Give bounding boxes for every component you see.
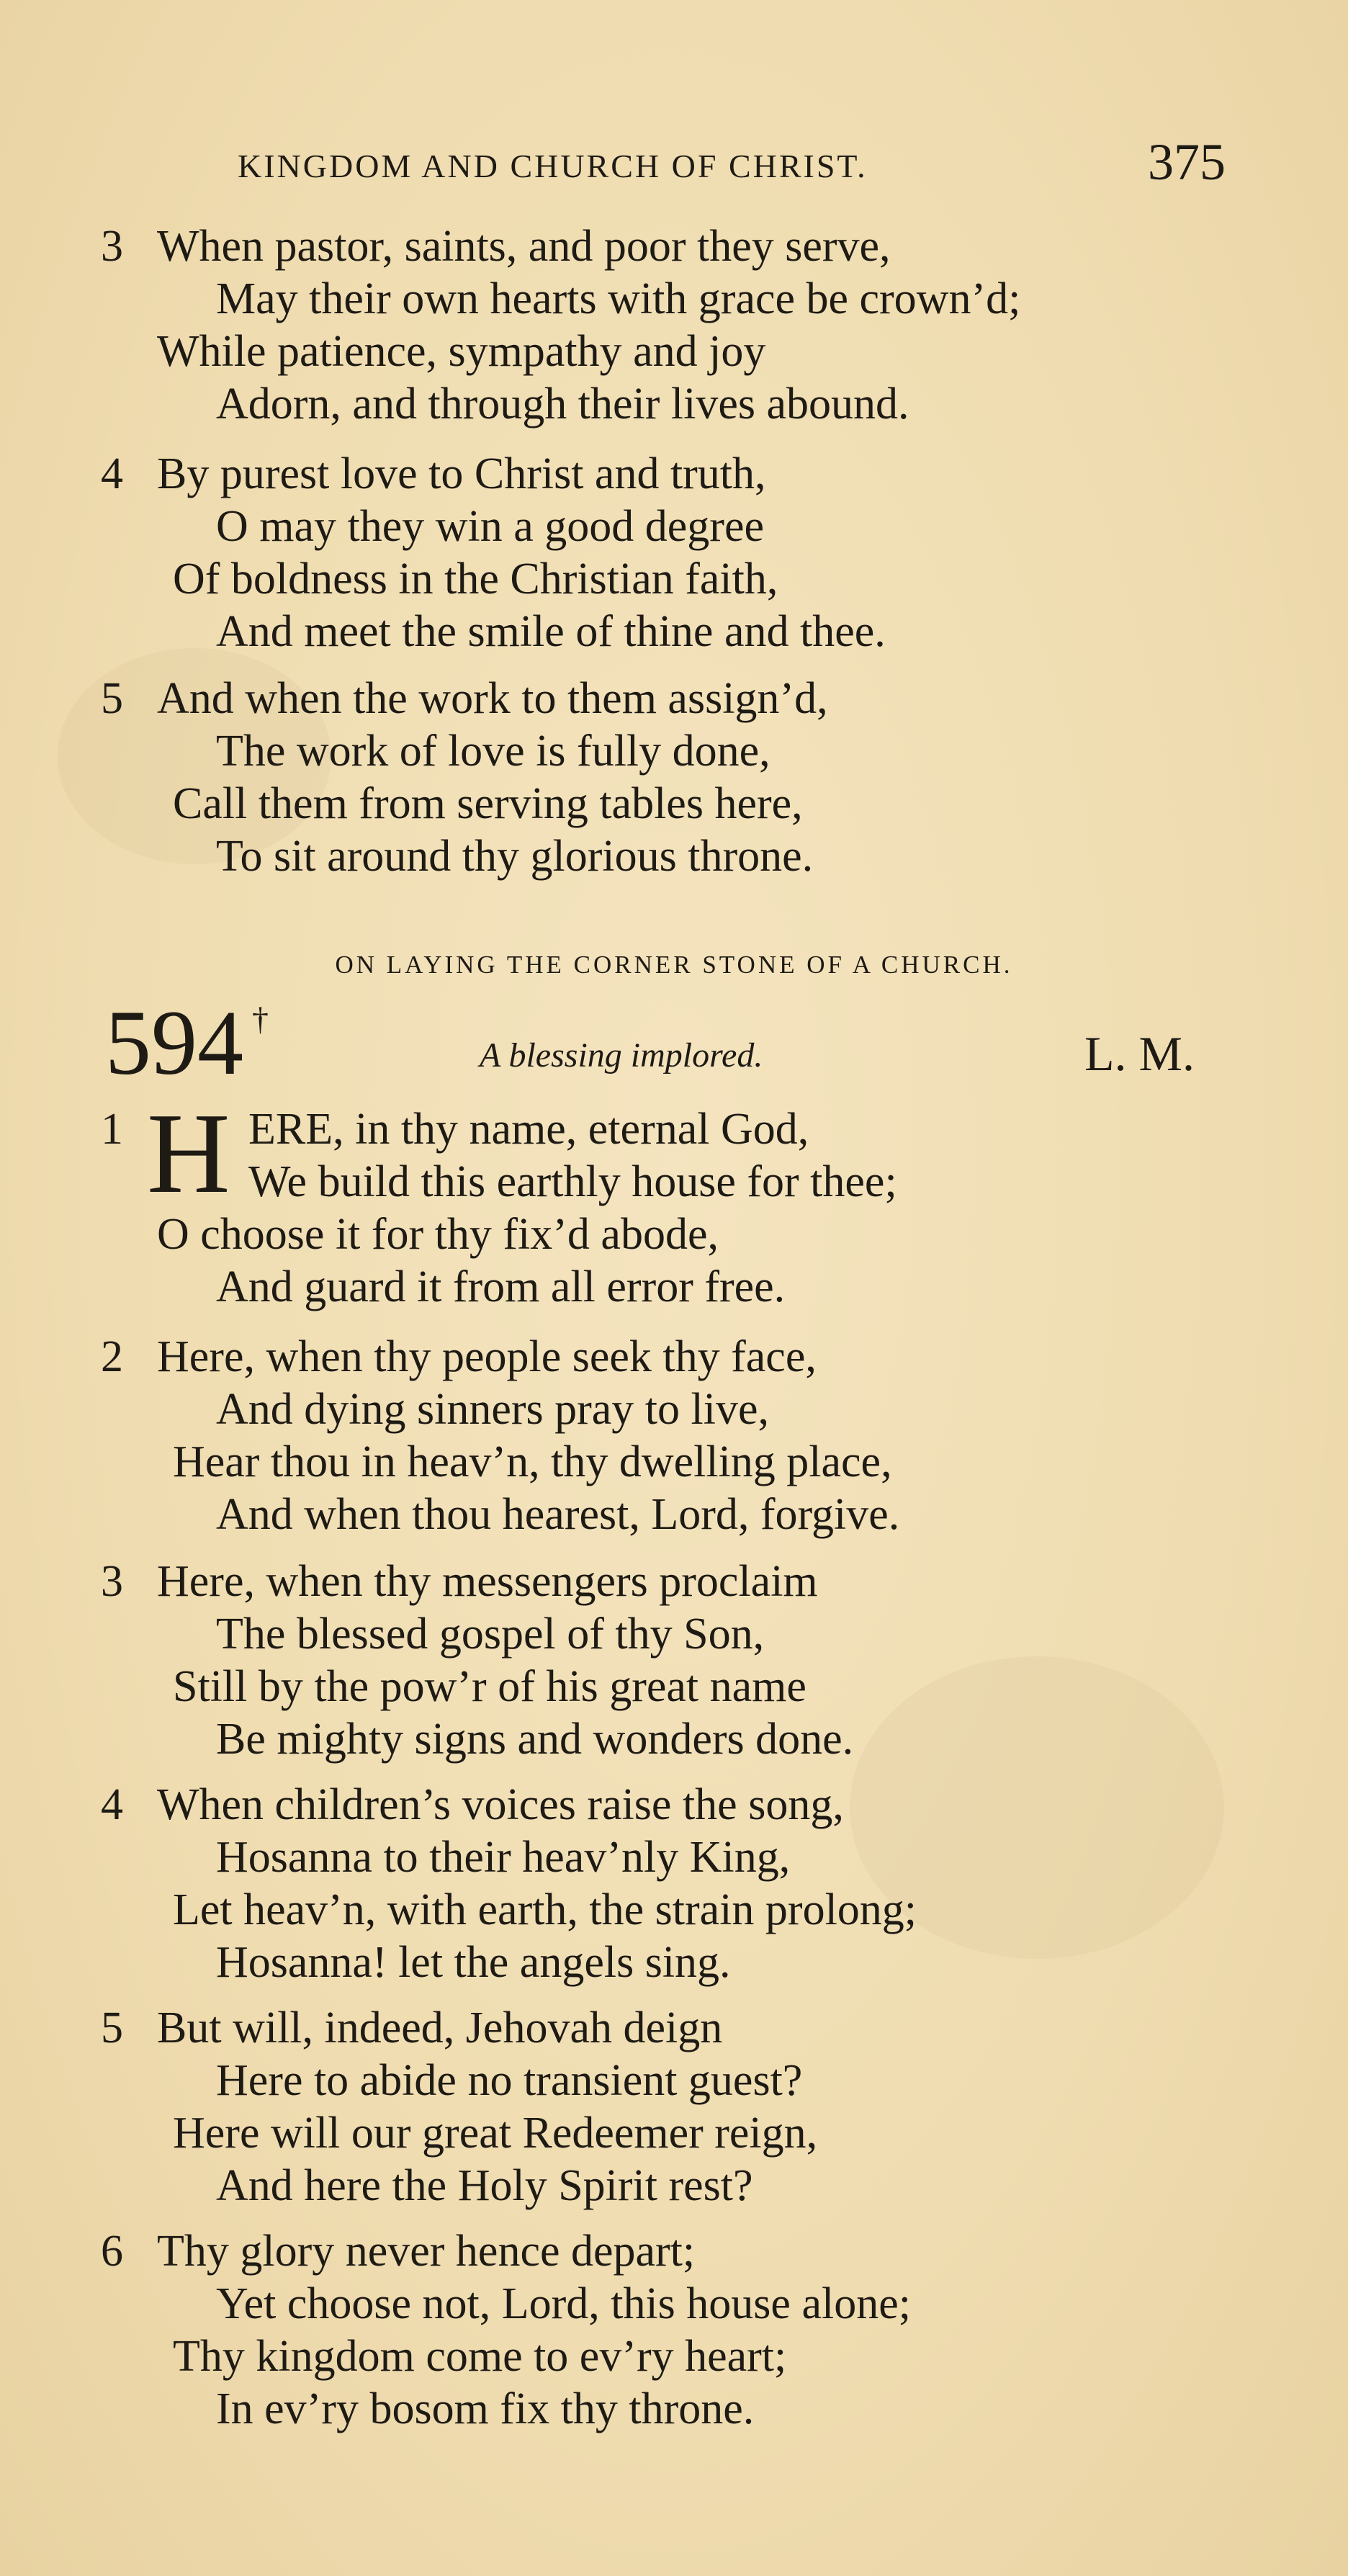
verse-line bbox=[101, 2002, 1282, 2055]
verse-line bbox=[101, 778, 1282, 830]
verse-line-text: And here the Holy Spirit rest? bbox=[216, 2161, 753, 2210]
prev-hymn-verse-4 bbox=[101, 448, 1282, 658]
verse-line-text: And guard it from all error free. bbox=[216, 1262, 786, 1311]
verse-line bbox=[101, 1208, 1282, 1261]
verse-line-text: Thy glory never hence depart; bbox=[157, 2227, 696, 2276]
verse-line-text: When pastor, saints, and poor they serve, bbox=[157, 222, 891, 271]
verse-number: 5 bbox=[101, 674, 123, 723]
verse-line bbox=[101, 673, 1282, 725]
verse-line bbox=[101, 2383, 1282, 2436]
verse-line bbox=[101, 220, 1282, 273]
running-head bbox=[238, 135, 1231, 200]
verse-line bbox=[101, 830, 1282, 883]
verse-line bbox=[101, 1383, 1282, 1436]
verse-line-text: Here, when thy messengers proclaim bbox=[157, 1557, 818, 1606]
verse-line-text: And dying sinners pray to live, bbox=[216, 1385, 770, 1434]
verse-line-text: Here to abide no transient guest? bbox=[216, 2056, 803, 2105]
verse-line bbox=[101, 1436, 1282, 1489]
verse-line bbox=[101, 725, 1282, 778]
verse-line-text: ERE, in thy name, eternal God, bbox=[248, 1105, 809, 1154]
verse-line-text: We build this earthly house for thee; bbox=[248, 1157, 897, 1206]
verse-line bbox=[101, 326, 1282, 378]
occasion-heading: ON LAYING THE CORNER STONE OF A CHURCH. bbox=[335, 951, 1013, 979]
verse-line bbox=[101, 2278, 1282, 2330]
verse-number: 1 bbox=[101, 1105, 123, 1154]
hymn-dagger-mark: † bbox=[252, 1000, 269, 1037]
verse-line bbox=[101, 1331, 1282, 1383]
verse-line-text: O may they win a good degree bbox=[216, 502, 764, 551]
verse-line-text: May their own hearts with grace be crown’d; bbox=[216, 274, 1021, 323]
verse-line-text: Hosanna to their heav’nly King, bbox=[216, 1833, 791, 1882]
verse-line-text: Be mighty signs and wonders done. bbox=[216, 1715, 854, 1764]
verse-line-text: By purest love to Christ and truth, bbox=[157, 449, 766, 498]
verse-number: 6 bbox=[101, 2227, 123, 2276]
verse-number: 4 bbox=[101, 449, 123, 498]
hymn-verse-3 bbox=[101, 1556, 1282, 1766]
verse-line-text: In ev’ry bosom fix thy throne. bbox=[216, 2384, 755, 2433]
verse-line bbox=[101, 1103, 1282, 1156]
verse-line bbox=[101, 1937, 1282, 1989]
verse-line-text: Hear thou in heav’n, thy dwelling place, bbox=[173, 1437, 892, 1486]
verse-line-text: Here, when thy people seek thy face, bbox=[157, 1332, 817, 1381]
verse-number: 3 bbox=[101, 222, 123, 271]
verse-line bbox=[101, 1884, 1282, 1937]
verse-line bbox=[101, 606, 1282, 658]
verse-line-text: The work of love is fully done, bbox=[216, 727, 770, 776]
prev-hymn-verse-3 bbox=[101, 220, 1282, 431]
verse-line bbox=[101, 2055, 1282, 2107]
drop-cap-letter: H bbox=[147, 1089, 230, 1217]
verse-line bbox=[101, 1261, 1282, 1314]
verse-line-text: Here will our great Redeemer reign, bbox=[173, 2109, 818, 2158]
verse-line bbox=[101, 2330, 1282, 2383]
verse-line bbox=[101, 1779, 1282, 1831]
verse-line bbox=[101, 1489, 1282, 1541]
hymn-verse-4 bbox=[101, 1779, 1282, 1989]
verse-number: 4 bbox=[101, 1780, 123, 1829]
hymn-verse-5 bbox=[101, 2002, 1282, 2212]
verse-line bbox=[101, 501, 1282, 553]
verse-line-text: Thy kingdom come to ev’ry heart; bbox=[173, 2332, 787, 2381]
verse-number: 5 bbox=[101, 2003, 123, 2052]
verse-line-text: And when the work to them assign’d, bbox=[157, 674, 828, 723]
verse-number: 3 bbox=[101, 1557, 123, 1606]
hymn-verse-6 bbox=[101, 2225, 1282, 2436]
verse-line bbox=[101, 1556, 1282, 1608]
verse-line bbox=[101, 1661, 1282, 1713]
verse-line bbox=[101, 1608, 1282, 1661]
verse-line bbox=[101, 2225, 1282, 2278]
verse-line bbox=[101, 2107, 1282, 2160]
verse-line-text: Yet choose not, Lord, this house alone; bbox=[216, 2279, 911, 2328]
verse-line-text: Call them from serving tables here, bbox=[173, 779, 803, 828]
verse-line-text: Hosanna! let the angels sing. bbox=[216, 1938, 731, 1987]
verse-line-text: Of boldness in the Christian faith, bbox=[173, 555, 778, 603]
prev-hymn-verse-5 bbox=[101, 673, 1282, 883]
verse-line-text: Adorn, and through their lives abound. bbox=[216, 380, 909, 428]
verse-line bbox=[101, 1156, 1282, 1208]
verse-line bbox=[101, 553, 1282, 606]
verse-line-text: The blessed gospel of thy Son, bbox=[216, 1610, 765, 1659]
verse-line bbox=[101, 273, 1282, 326]
verse-line-text: While patience, sympathy and joy bbox=[157, 327, 766, 376]
verse-line-text: O choose it for thy fix’d abode, bbox=[157, 1210, 719, 1259]
verse-line-text: When children’s voices raise the song, bbox=[157, 1780, 844, 1829]
verse-line bbox=[101, 378, 1282, 431]
hymn-meter: L. M. bbox=[1084, 1026, 1195, 1081]
verse-line-text: Let heav’n, with earth, the strain prolong; bbox=[173, 1885, 917, 1934]
verse-number: 2 bbox=[101, 1332, 123, 1381]
verse-line bbox=[101, 448, 1282, 501]
verse-line-text: And when thou hearest, Lord, forgive. bbox=[216, 1490, 900, 1539]
hymn-verse-2 bbox=[101, 1331, 1282, 1541]
running-title: KINGDOM AND CHURCH OF CHRIST. bbox=[238, 148, 868, 184]
hymn-number: 594 bbox=[105, 992, 243, 1094]
verse-line-text: To sit around thy glorious throne. bbox=[216, 832, 814, 881]
page-number: 375 bbox=[1148, 133, 1226, 191]
hymn-verse-1 bbox=[101, 1089, 1282, 1314]
verse-line bbox=[101, 2160, 1282, 2212]
verse-line bbox=[101, 1831, 1282, 1884]
verse-line-text: Still by the pow’r of his great name bbox=[173, 1662, 806, 1711]
verse-line-text: But will, indeed, Jehovah deign bbox=[157, 2003, 723, 2052]
verse-line bbox=[101, 1713, 1282, 1766]
hymn-subtitle: A blessing implored. bbox=[480, 1036, 763, 1074]
verse-line-text: And meet the smile of thine and thee. bbox=[216, 607, 886, 656]
